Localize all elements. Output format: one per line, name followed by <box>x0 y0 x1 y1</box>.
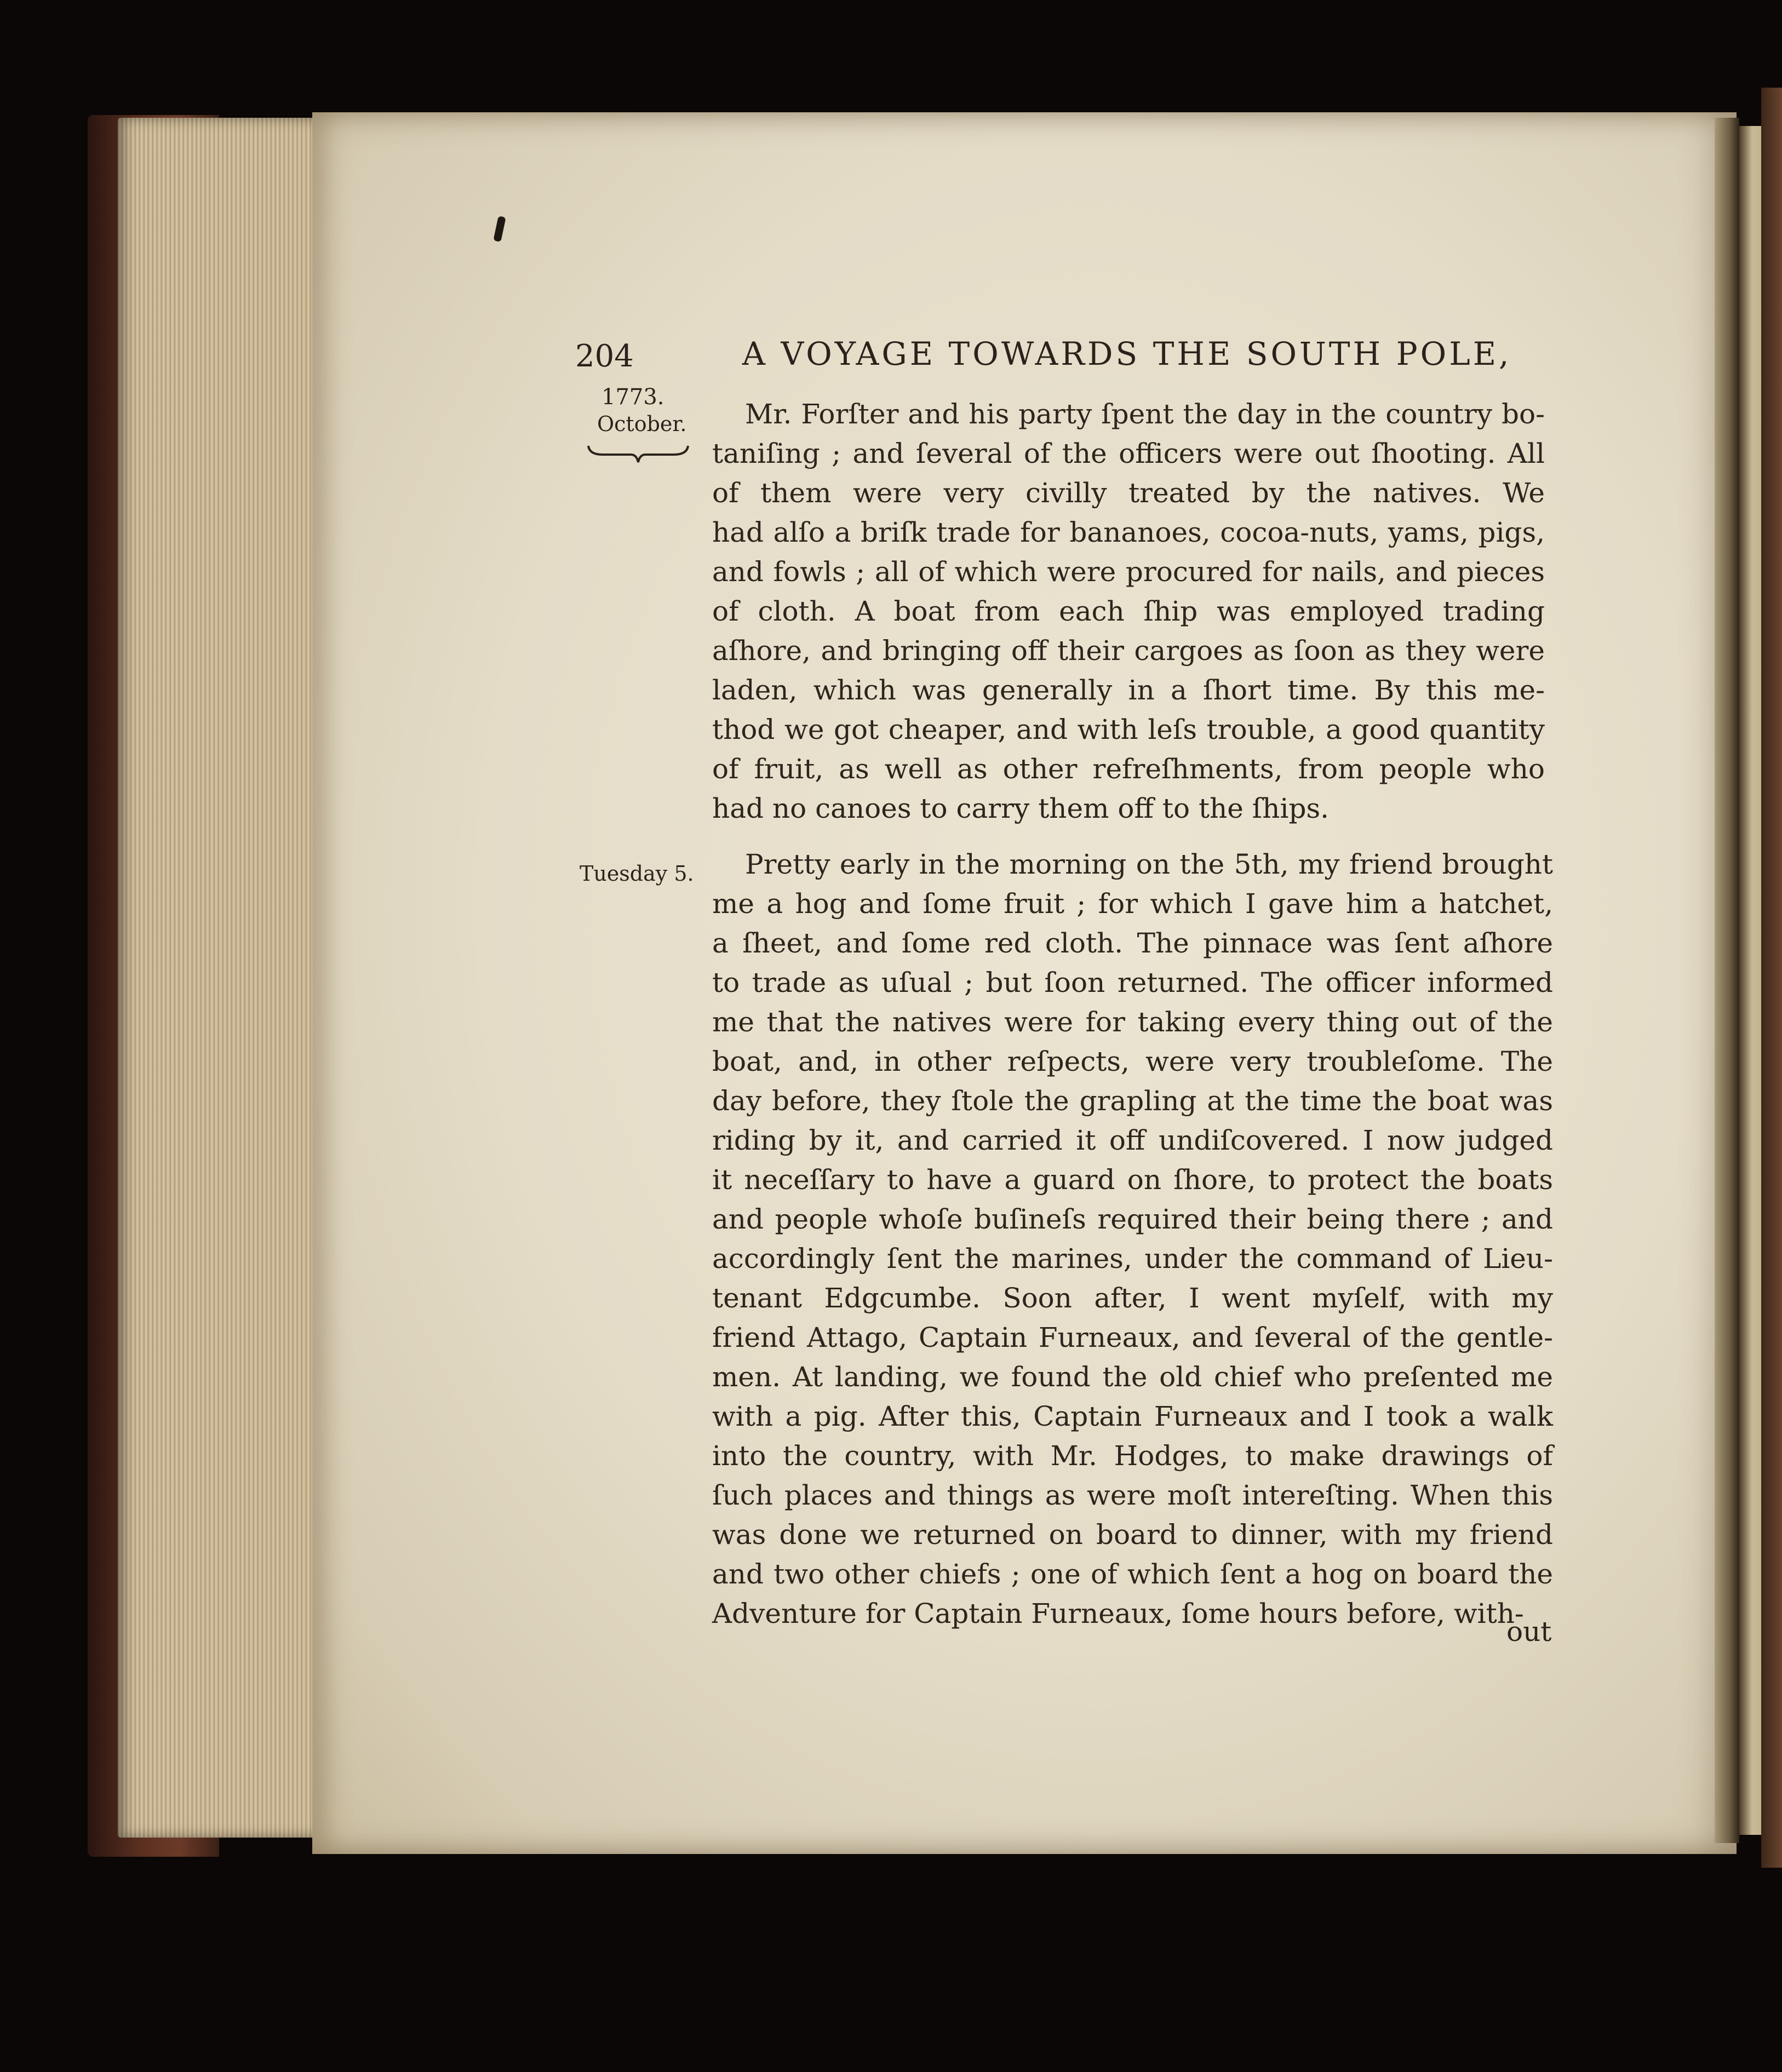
text-line: Adventure for Captain Furneaux, ſome hours before, with- <box>712 1598 1524 1629</box>
text-line: with a pig. After this, Captain Furneaux and I took a walk <box>712 1401 1553 1432</box>
text-line: taniſing ; and ſeveral of the officers were out ſhooting. All <box>712 438 1545 469</box>
text-line: it neceſſary to have a guard on ſhore, to protect the boats <box>712 1164 1553 1196</box>
page-edges-stack <box>118 118 320 1838</box>
margin-date-note: Tuesday 5. <box>580 862 694 886</box>
text-line: accordingly ſent the marines, under the command of Lieu- <box>712 1243 1553 1275</box>
text-line: day before, they ſtole the grapling at the time the boat was <box>712 1085 1553 1117</box>
margin-brace <box>586 443 690 464</box>
text-line: and fowls ; all of which were procured for nails, and pieces <box>712 556 1545 588</box>
text-line: Pretty early in the morning on the 5th, my friend brought <box>745 848 1553 880</box>
text-line: thod we got cheaper, and with leſs trouble, a good quantity <box>712 714 1545 745</box>
running-title: A VOYAGE TOWARDS THE SOUTH POLE, <box>742 335 1512 372</box>
page-number: 204 <box>575 338 634 374</box>
text-line: of cloth. A boat from each ſhip was employed trading <box>712 595 1545 627</box>
margin-year: 1773. <box>601 384 664 410</box>
text-line: a ſheet, and ſome red cloth. The pinnace was ſent aſhore <box>712 927 1553 959</box>
text-line: had alſo a briſk trade for bananoes, cocoa-nuts, yams, pigs, <box>712 516 1545 548</box>
text-line: aſhore, and bringing off their cargoes as ſoon as they were <box>712 635 1545 667</box>
text-line: and people whoſe buſineſs required their being there ; and <box>712 1203 1553 1235</box>
text-line: me a hog and ſome fruit ; for which I gave him a hatchet, <box>712 888 1553 920</box>
book-gutter <box>1715 118 1739 1843</box>
text-line: was done we returned on board to dinner, with my friend <box>712 1519 1553 1551</box>
text-line: of fruit, as well as other refreſhments, from people who <box>712 753 1545 785</box>
text-line: to trade as uſual ; but ſoon returned. The officer informed <box>712 967 1553 998</box>
text-line: me that the natives were for taking every thing out of the <box>712 1006 1553 1038</box>
text-line: had no canoes to carry them off to the ſhips. <box>712 793 1330 824</box>
book-cover-right <box>1761 88 1782 1868</box>
text-line: friend Attago, Captain Furneaux, and ſeveral of the gentle- <box>712 1322 1553 1353</box>
text-line: tenant Edgcumbe. Soon after, I went myſelf, with my <box>712 1282 1553 1314</box>
text-line: laden, which was generally in a ſhort time. By this me- <box>712 674 1545 706</box>
text-line: riding by it, and carried it off undiſcovered. I now judged <box>712 1124 1553 1156</box>
text-line: men. At landing, we found the old chief who preſented me <box>712 1361 1553 1393</box>
text-line: and two other chiefs ; one of which ſent a hog on board the <box>712 1558 1553 1590</box>
text-line: ſuch places and things as were moſt intereſting. When this <box>712 1479 1553 1511</box>
text-line: boat, and, in other reſpects, were very troubleſome. The <box>712 1046 1553 1077</box>
text-line: into the country, with Mr. Hodges, to make drawings of <box>712 1440 1553 1472</box>
text-line: of them were very civilly treated by the natives. We <box>712 477 1545 509</box>
margin-month: October. <box>597 412 687 436</box>
catchword: out <box>1506 1616 1552 1648</box>
text-line: Mr. Forſter and his party ſpent the day in the country bo- <box>745 398 1545 430</box>
